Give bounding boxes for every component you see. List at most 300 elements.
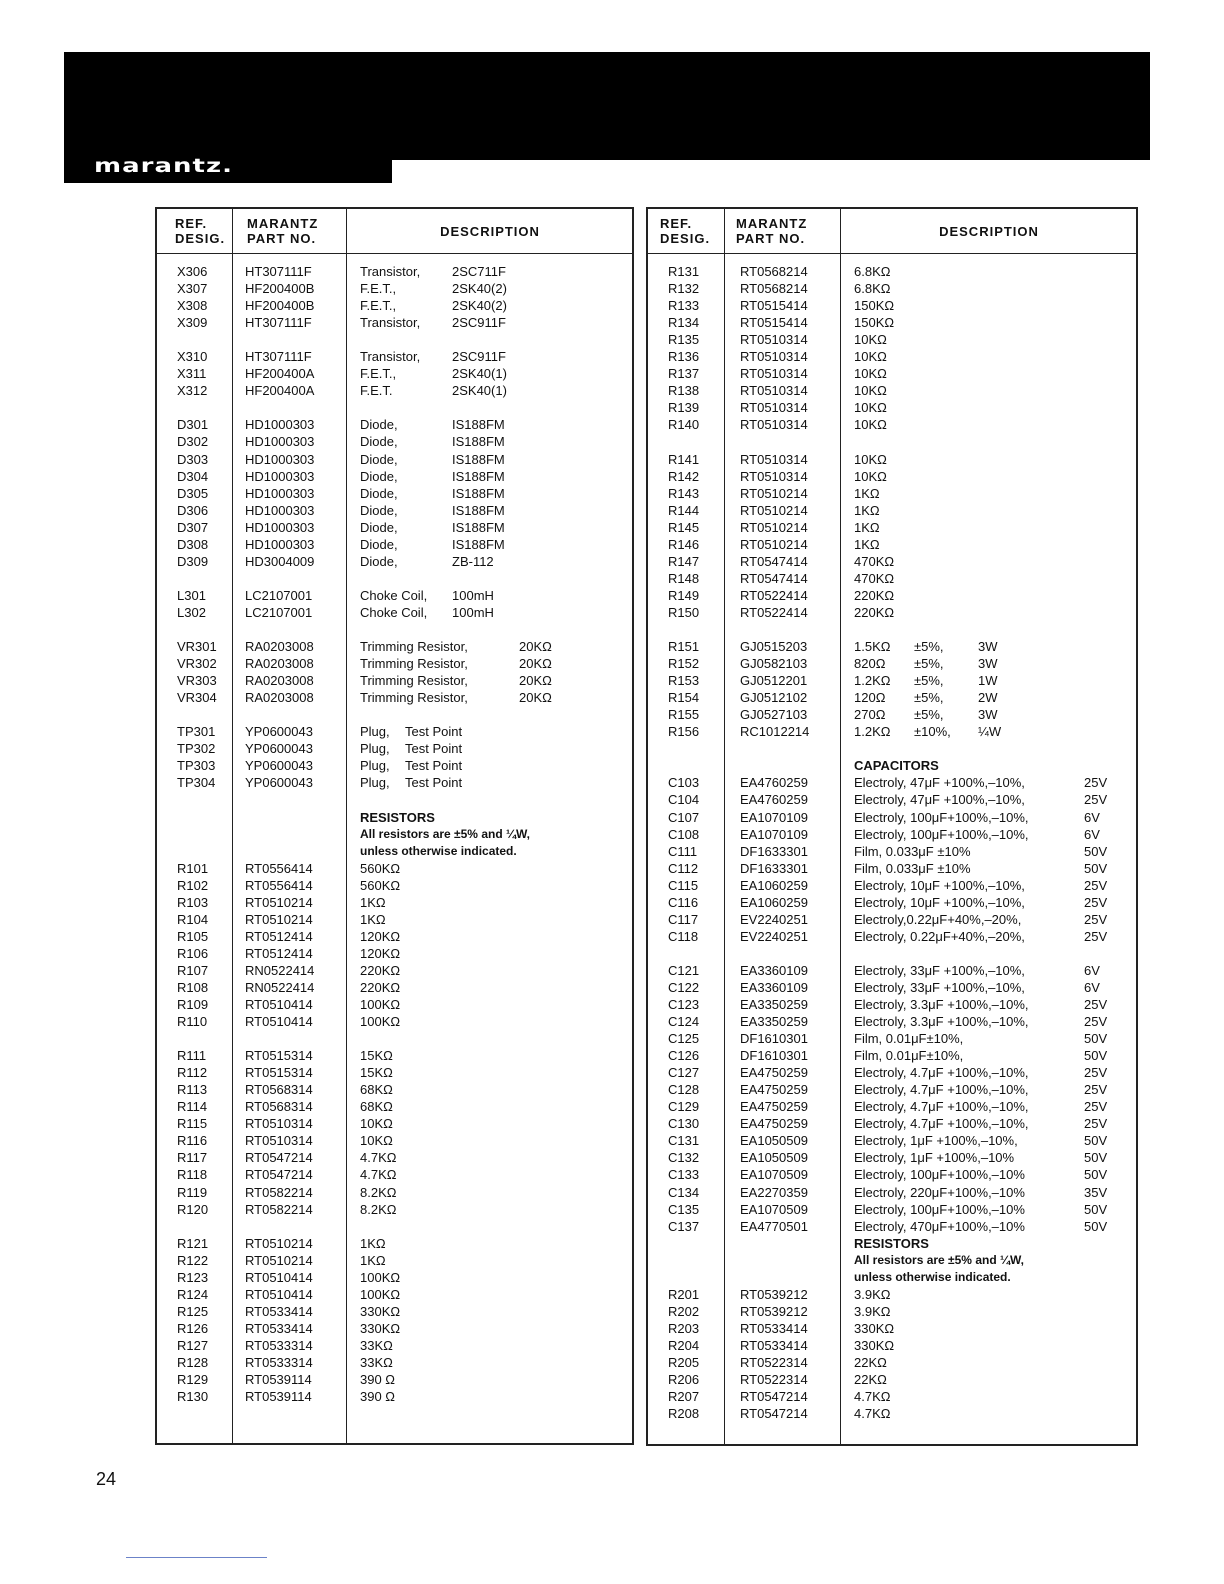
- ref-desig: R133: [668, 298, 700, 314]
- ref-desig: C125: [668, 1031, 700, 1047]
- header-ref-line2: DESIG.: [660, 231, 711, 246]
- table-row: [157, 638, 632, 655]
- ref-desig: C108: [668, 826, 700, 842]
- ref-desig: R134: [668, 315, 700, 331]
- header-ref-desig: [660, 209, 710, 253]
- description: 1.2KΩ: [854, 724, 891, 740]
- section-heading: [157, 809, 632, 826]
- ref-desig: R130: [177, 1389, 209, 1405]
- description: Film, 0.01μF±10%,: [854, 1048, 964, 1064]
- description: Electroly, 100μF+100%,–10%,: [854, 826, 1029, 842]
- description: Diode,: [360, 485, 398, 501]
- part-number: DF1610301: [740, 1031, 808, 1047]
- ref-desig: R120: [177, 1201, 209, 1217]
- part-number: EA1070509: [740, 1167, 808, 1183]
- part-number: YP0600043: [245, 775, 313, 791]
- ref-desig: R131: [668, 264, 700, 279]
- section-note-text: All resistors are ±5% and ¼W,: [854, 1252, 1024, 1267]
- ref-desig: TP302: [177, 741, 216, 757]
- ref-desig: R113: [177, 1082, 208, 1098]
- description: 470KΩ: [854, 570, 895, 586]
- description: 1KΩ: [854, 519, 880, 535]
- description: 470KΩ: [854, 553, 895, 569]
- part-type: Test Point: [405, 724, 463, 740]
- ref-desig: R206: [668, 1372, 700, 1388]
- description: 1KΩ: [360, 1235, 386, 1251]
- part-type: 2SC711F: [452, 264, 506, 279]
- ref-desig: X306: [177, 264, 208, 279]
- ref-desig: TP304: [177, 775, 216, 791]
- table-row: [157, 1098, 632, 1115]
- header-ref-line2: DESIG.: [175, 231, 226, 246]
- table-row: [648, 894, 1136, 911]
- part-number: YP0600043: [245, 741, 313, 757]
- header-part-line1: MARANTZ: [247, 216, 319, 231]
- part-number: HD1000303: [245, 502, 315, 518]
- ref-desig: C127: [668, 1065, 700, 1081]
- table-row: [157, 502, 632, 519]
- ref-desig: C124: [668, 1014, 700, 1030]
- description: 1KΩ: [854, 502, 880, 518]
- part-number: HD1000303: [245, 536, 315, 552]
- tolerance: ±10%,: [914, 724, 951, 740]
- ref-desig: D302: [177, 434, 209, 450]
- voltage: 25V: [1084, 775, 1108, 791]
- value: 20KΩ: [519, 656, 552, 672]
- table-row: [157, 1303, 632, 1320]
- table-row: [157, 672, 632, 689]
- part-number: RT0510314: [740, 366, 808, 382]
- part-number: HD1000303: [245, 417, 315, 433]
- description: 10KΩ: [854, 417, 887, 433]
- part-number: RT0510414: [245, 1014, 313, 1030]
- table-row: [157, 468, 632, 485]
- voltage: 6V: [1084, 979, 1100, 995]
- voltage: 50V: [1084, 1167, 1108, 1183]
- part-number: EA3360109: [740, 962, 808, 978]
- description: 10KΩ: [360, 1116, 393, 1132]
- description: 4.7KΩ: [854, 1406, 891, 1422]
- section-heading-text: CAPACITORS: [854, 758, 939, 774]
- description: 270Ω: [854, 707, 886, 723]
- part-number: RT0539212: [740, 1286, 808, 1302]
- voltage: 6V: [1084, 962, 1100, 978]
- ref-desig: R108: [177, 979, 209, 995]
- description: Plug,: [360, 775, 390, 791]
- part-number: RT0533414: [740, 1320, 808, 1336]
- part-number: EA1070109: [740, 826, 808, 842]
- part-number: RT0510314: [245, 1133, 313, 1149]
- description: Plug,: [360, 741, 390, 757]
- value: 20KΩ: [519, 690, 552, 706]
- spacer-row: [648, 621, 1136, 638]
- table-row: [157, 740, 632, 757]
- wattage: 3W: [978, 656, 998, 672]
- part-number: RT0510314: [245, 1116, 313, 1132]
- voltage: 50V: [1084, 1218, 1108, 1234]
- part-number: RT0539212: [740, 1303, 808, 1319]
- part-number: RT0539114: [245, 1372, 312, 1388]
- table-row: [648, 536, 1136, 553]
- part-number: EA2270359: [740, 1184, 808, 1200]
- spacer-row: [157, 706, 632, 723]
- part-number: RT0510314: [740, 400, 808, 416]
- description: 220KΩ: [854, 587, 895, 603]
- section-heading-text: RESISTORS: [360, 809, 435, 825]
- description: 1.2KΩ: [854, 673, 891, 689]
- part-type: IS188FM: [452, 434, 505, 450]
- part-number: RT0510214: [740, 519, 808, 535]
- description: Diode,: [360, 553, 398, 569]
- wattage: 1W: [978, 673, 998, 689]
- table-row: [157, 1388, 632, 1405]
- part-type: IS188FM: [452, 485, 505, 501]
- table-row: [648, 416, 1136, 433]
- ref-desig: R137: [668, 366, 700, 382]
- part-number: HD1000303: [245, 451, 315, 467]
- voltage: 25V: [1084, 928, 1108, 944]
- table-row: [648, 1098, 1136, 1115]
- description: Electroly, 100μF+100%,–10%: [854, 1201, 1025, 1217]
- ref-desig: X310: [177, 349, 208, 365]
- part-type: 100mH: [452, 604, 494, 620]
- ref-desig: R146: [668, 536, 700, 552]
- description: 560KΩ: [360, 860, 401, 876]
- table-row: [648, 553, 1136, 570]
- part-type: IS188FM: [452, 417, 505, 433]
- description: Diode,: [360, 519, 398, 535]
- description: Electroly,0.22μF+40%,–20%,: [854, 911, 1022, 927]
- part-number: RT0533314: [245, 1355, 313, 1370]
- ref-desig: R139: [668, 400, 700, 416]
- table-row: [157, 894, 632, 911]
- description: 100KΩ: [360, 1286, 401, 1302]
- table-row: [157, 911, 632, 928]
- voltage: 6V: [1084, 826, 1100, 842]
- table-row: [648, 1320, 1136, 1337]
- voltage: 25V: [1084, 911, 1108, 927]
- description: F.E.T.,: [360, 366, 397, 382]
- voltage: 25V: [1084, 1099, 1108, 1115]
- part-number: EA1070509: [740, 1201, 808, 1217]
- part-number: RT0510314: [740, 468, 808, 484]
- table-row: [157, 1337, 632, 1354]
- voltage: 25V: [1084, 1116, 1108, 1132]
- part-number: RT0510314: [740, 332, 808, 348]
- table-row: [157, 365, 632, 382]
- description: Plug,: [360, 724, 390, 740]
- description: 10KΩ: [854, 383, 887, 399]
- part-number: RN0522414: [245, 979, 315, 995]
- ref-desig: C121: [668, 962, 700, 978]
- table-row: [648, 1166, 1136, 1183]
- ref-desig: TP301: [177, 724, 216, 740]
- part-number: GJ0582103: [740, 656, 808, 672]
- ref-desig: C122: [668, 979, 700, 995]
- ref-desig: C128: [668, 1082, 700, 1098]
- part-number: RT0547214: [740, 1389, 808, 1405]
- part-number: RN0522414: [245, 962, 315, 978]
- section-note: [648, 1269, 1136, 1286]
- voltage: 6V: [1084, 809, 1100, 825]
- part-number: EA4750259: [740, 1099, 808, 1115]
- description: 100KΩ: [360, 997, 401, 1013]
- part-number: RT0510214: [245, 911, 313, 927]
- part-number: HD1000303: [245, 434, 315, 450]
- description: 10KΩ: [854, 468, 887, 484]
- ref-desig: R121: [177, 1235, 209, 1251]
- part-number: RT0533414: [245, 1303, 313, 1319]
- description: Electroly, 1μF +100%,–10%,: [854, 1133, 1018, 1149]
- description: Film, 0.01μF±10%,: [854, 1031, 964, 1047]
- part-number: RT0582214: [245, 1184, 313, 1200]
- part-number: GJ0527103: [740, 707, 808, 723]
- table-row: [648, 1030, 1136, 1047]
- table-row: [157, 1354, 632, 1371]
- voltage: 25V: [1084, 792, 1108, 808]
- table-row: [648, 604, 1136, 621]
- ref-desig: R129: [177, 1372, 209, 1388]
- description: Electroly, 100μF+100%,–10%,: [854, 809, 1029, 825]
- wattage: 2W: [978, 690, 998, 706]
- spacer-row: [648, 945, 1136, 962]
- description: 150KΩ: [854, 315, 895, 331]
- ref-desig: D305: [177, 485, 209, 501]
- ref-desig: X308: [177, 298, 208, 314]
- part-number: RT0515414: [740, 298, 808, 314]
- table-row: [157, 1286, 632, 1303]
- ref-desig: R154: [668, 690, 700, 706]
- ref-desig: C111: [668, 843, 698, 859]
- table-row: [648, 1303, 1136, 1320]
- part-number: HF200400A: [245, 366, 315, 382]
- ref-desig: R202: [668, 1303, 700, 1319]
- voltage: 50V: [1084, 1133, 1108, 1149]
- part-number: EA4760259: [740, 792, 808, 808]
- description: 6.8KΩ: [854, 281, 891, 297]
- ref-desig: R105: [177, 928, 209, 944]
- description: Electroly, 220μF+100%,–10%: [854, 1184, 1025, 1200]
- ref-desig: R122: [177, 1252, 209, 1268]
- part-type: 2SC911F: [452, 349, 506, 365]
- description: Trimming Resistor,: [360, 656, 468, 672]
- part-number: RT0522414: [740, 587, 808, 603]
- section-note: [157, 826, 632, 843]
- description: Diode,: [360, 434, 398, 450]
- ref-desig: R205: [668, 1355, 700, 1370]
- description: Electroly, 1μF +100%,–10%: [854, 1150, 1015, 1166]
- part-type: Test Point: [405, 775, 463, 791]
- part-number: RT0510214: [245, 1252, 313, 1268]
- part-number: RT0547214: [740, 1406, 808, 1422]
- table-row: [157, 979, 632, 996]
- description: 33KΩ: [360, 1337, 393, 1353]
- part-number: RT0510314: [740, 349, 808, 365]
- wattage: ¼W: [978, 724, 1002, 740]
- description: Choke Coil,: [360, 604, 428, 620]
- ref-desig: R142: [668, 468, 700, 484]
- part-number: HT307111F: [245, 264, 312, 279]
- table-row: [648, 485, 1136, 502]
- section-note: [648, 1252, 1136, 1269]
- description: 1KΩ: [360, 1252, 386, 1268]
- part-number: RT0522314: [740, 1355, 808, 1370]
- part-number: RT0510414: [245, 1269, 313, 1285]
- table-row: [648, 928, 1136, 945]
- part-number: RT0568314: [245, 1082, 313, 1098]
- header-bar: [64, 52, 1150, 160]
- table-row: [157, 1371, 632, 1388]
- header-description-text: DESCRIPTION: [939, 223, 1039, 239]
- table-row: [648, 297, 1136, 314]
- table-row: [648, 1286, 1136, 1303]
- header-part-line2: PART NO.: [736, 231, 806, 246]
- ref-desig: R112: [177, 1065, 208, 1081]
- table-row: [648, 382, 1136, 399]
- table-row: [648, 365, 1136, 382]
- header-description: [348, 209, 632, 253]
- table-row: [648, 860, 1136, 877]
- description: 15KΩ: [360, 1065, 393, 1081]
- ref-desig: R132: [668, 281, 700, 297]
- part-number: HD3004009: [245, 553, 315, 569]
- ref-desig: R123: [177, 1269, 209, 1285]
- table-row: [648, 280, 1136, 297]
- ref-desig: C129: [668, 1099, 700, 1115]
- table-row: [648, 1064, 1136, 1081]
- ref-desig: R126: [177, 1320, 209, 1336]
- ref-desig: R203: [668, 1320, 700, 1336]
- description: 1KΩ: [854, 485, 880, 501]
- description: Transistor,: [360, 315, 421, 331]
- section-note-text: unless otherwise indicated.: [360, 843, 517, 858]
- part-number: RT0547414: [740, 570, 808, 586]
- section-heading: [648, 1235, 1136, 1252]
- part-number: RT0533414: [740, 1337, 808, 1353]
- description: Electroly, 4.7μF +100%,–10%,: [854, 1099, 1029, 1115]
- part-number: EA1070109: [740, 809, 808, 825]
- part-number: RT0547214: [245, 1150, 313, 1166]
- table-row: [648, 570, 1136, 587]
- part-number: YP0600043: [245, 724, 313, 740]
- ref-desig: R103: [177, 894, 209, 910]
- ref-desig: R156: [668, 724, 700, 740]
- part-type: IS188FM: [452, 519, 505, 535]
- table-row: [157, 451, 632, 468]
- voltage: 25V: [1084, 1014, 1108, 1030]
- table-row: [648, 1132, 1136, 1149]
- value: 20KΩ: [519, 639, 552, 655]
- part-number: EA4750259: [740, 1116, 808, 1132]
- ref-desig: R204: [668, 1337, 700, 1353]
- part-number: GJ0515203: [740, 639, 808, 655]
- table-row: [157, 928, 632, 945]
- ref-desig: D303: [177, 451, 209, 467]
- part-number: RA0203008: [245, 690, 314, 706]
- ref-desig: R118: [177, 1167, 208, 1183]
- description: 560KΩ: [360, 877, 401, 893]
- description: 1KΩ: [360, 894, 386, 910]
- table-row: [648, 672, 1136, 689]
- ref-desig: L302: [177, 604, 206, 620]
- ref-desig: R147: [668, 553, 700, 569]
- part-number: DF1633301: [740, 843, 808, 859]
- description: 10KΩ: [854, 366, 887, 382]
- voltage: 25V: [1084, 877, 1108, 893]
- section-heading-text: RESISTORS: [854, 1235, 929, 1251]
- part-number: RT0568214: [740, 264, 808, 279]
- description: Choke Coil,: [360, 587, 428, 603]
- ref-desig: R140: [668, 417, 700, 433]
- table-row: [648, 791, 1136, 808]
- part-number: RT0510214: [740, 536, 808, 552]
- part-number: EA4750259: [740, 1065, 808, 1081]
- parts-table-right: [646, 207, 1138, 1446]
- description: 120KΩ: [360, 945, 401, 961]
- table-row: [157, 297, 632, 314]
- table-row: [648, 979, 1136, 996]
- description: 10KΩ: [854, 400, 887, 416]
- spacer-row: [648, 740, 1136, 757]
- description: Film, 0.033μF ±10%: [854, 860, 971, 876]
- table-row: [157, 1149, 632, 1166]
- ref-desig: R144: [668, 502, 700, 518]
- table-row: [157, 1184, 632, 1201]
- ref-desig: VR304: [177, 690, 217, 706]
- description: 22KΩ: [854, 1355, 887, 1370]
- part-number: RT0510214: [740, 502, 808, 518]
- table-row: [648, 1388, 1136, 1405]
- table-row: [648, 348, 1136, 365]
- description: 220KΩ: [360, 979, 401, 995]
- description: 10KΩ: [854, 451, 887, 467]
- ref-desig: C135: [668, 1201, 700, 1217]
- ref-desig: R135: [668, 332, 700, 348]
- part-number: RT0522314: [740, 1372, 808, 1388]
- part-number: RT0547414: [740, 553, 808, 569]
- ref-desig: C118: [668, 928, 699, 944]
- description: 15KΩ: [360, 1048, 393, 1064]
- table-row: [157, 1235, 632, 1252]
- part-number: RT0515314: [245, 1048, 313, 1064]
- table-row: [157, 553, 632, 570]
- ref-desig: R143: [668, 485, 700, 501]
- table-row: [648, 1047, 1136, 1064]
- description: Transistor,: [360, 349, 421, 365]
- description: F.E.T.,: [360, 281, 397, 297]
- part-number: RT0568314: [245, 1099, 313, 1115]
- table-row: [648, 1149, 1136, 1166]
- spacer-row: [648, 433, 1136, 450]
- description: Electroly, 33μF +100%,–10%,: [854, 962, 1025, 978]
- description: 150KΩ: [854, 298, 895, 314]
- part-number: LC2107001: [245, 604, 313, 620]
- description: 3.9KΩ: [854, 1286, 891, 1302]
- ref-desig: R115: [177, 1116, 208, 1132]
- ref-desig: C123: [668, 997, 700, 1013]
- ref-desig: R207: [668, 1389, 700, 1405]
- ref-desig: R124: [177, 1286, 209, 1302]
- description: Electroly, 470μF+100%,–10%: [854, 1218, 1025, 1234]
- ref-desig: R109: [177, 997, 209, 1013]
- voltage: 35V: [1084, 1184, 1108, 1200]
- table-row: [157, 1320, 632, 1337]
- part-number: DF1633301: [740, 860, 808, 876]
- ref-desig: C134: [668, 1184, 700, 1200]
- table-row: [648, 877, 1136, 894]
- spacer-row: [157, 570, 632, 587]
- table-row: [157, 348, 632, 365]
